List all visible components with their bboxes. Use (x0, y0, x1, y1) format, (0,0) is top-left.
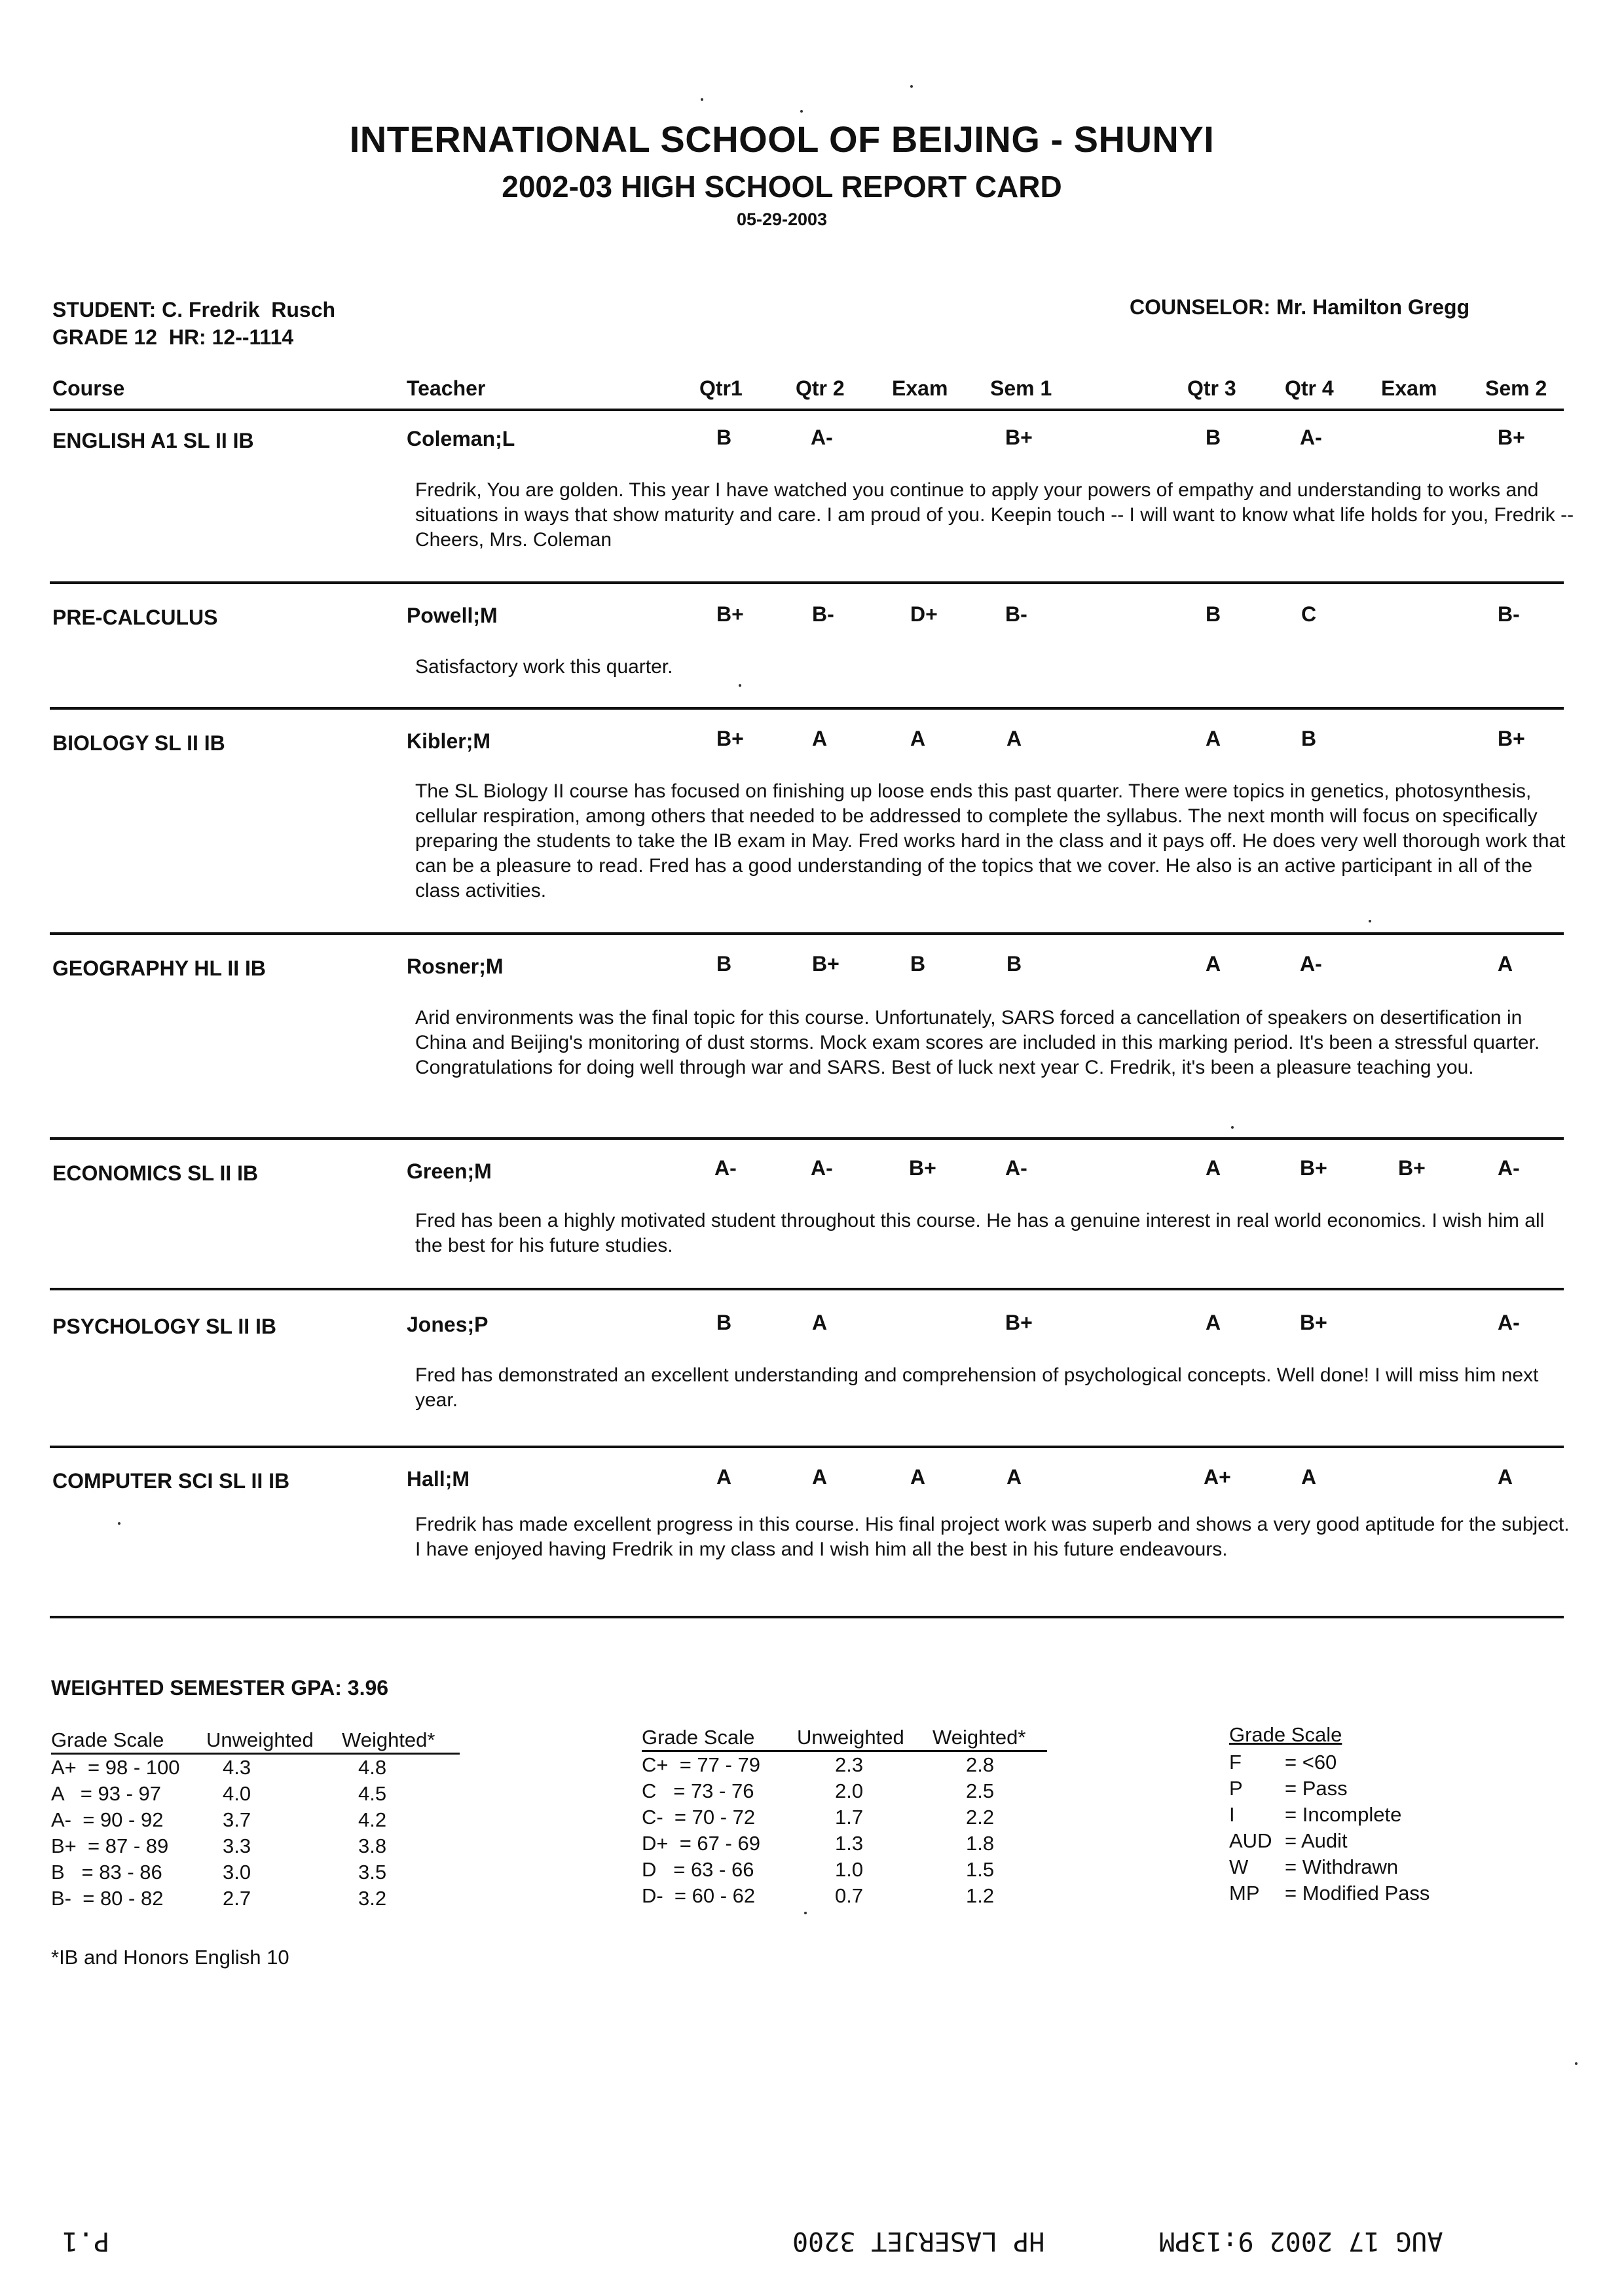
course-name: PRE-CALCULUS (52, 606, 218, 629)
grade-qtr2: B+ (812, 952, 840, 975)
scale-header-unweighted: Unweighted (206, 1728, 314, 1751)
scan-speck (701, 98, 703, 101)
grade-qtr2: B- (812, 602, 834, 626)
scale-row (642, 1883, 994, 1909)
grade-qtr1: B+ (716, 727, 744, 750)
student-label: STUDENT: (52, 298, 157, 321)
section-rule (50, 1288, 1564, 1290)
grade-sem1: B+ (1005, 1311, 1033, 1334)
grade-homeroom: GRADE 12 HR: 12--1114 (52, 325, 294, 349)
grade-sem2: A (1498, 952, 1513, 975)
scale-range: D+ = 67 - 69 (642, 1832, 760, 1855)
grade-qtr4: B (1301, 727, 1317, 750)
grade-qtr1: A- (714, 1156, 737, 1180)
grade-qtr2: A (812, 1465, 828, 1489)
grade-qtr1: B (716, 1311, 732, 1334)
col-header-sem1: Sem 1 (990, 376, 1052, 400)
scale-header-grade: Grade Scale (51, 1728, 164, 1751)
grade-sem2: B+ (1498, 727, 1525, 750)
grade-sem1: A- (1005, 1156, 1027, 1180)
course-name: BIOLOGY SL II IB (52, 731, 225, 755)
scale-row (51, 1886, 386, 1912)
scale-weighted: 3.8 (358, 1834, 387, 1857)
scale-range: C- = 70 - 72 (642, 1806, 756, 1829)
scan-speck (118, 1522, 120, 1525)
teacher-comment: Fred has been a highly motivated student throughout this course. He has a genuine interest in real world economics. I wish him all the best for his future studies. (415, 1210, 1545, 1256)
grade-exam1: B+ (909, 1156, 936, 1180)
grade-exam1: D+ (910, 602, 938, 626)
scale-row (1229, 1854, 1430, 1880)
student-info (52, 298, 335, 322)
teacher-comment: Satisfactory work this quarter. (415, 656, 673, 678)
scale-weighted: 2.2 (966, 1806, 995, 1829)
grade-qtr3: A+ (1204, 1465, 1231, 1489)
grade-qtr1: B (716, 952, 732, 975)
grade-qtr3: A (1206, 1156, 1221, 1180)
gpa-label: WEIGHTED SEMESTER GPA: (51, 1676, 342, 1700)
scale-range: B = 83 - 86 (51, 1861, 162, 1884)
section-rule (50, 707, 1564, 710)
grade-sem2: A- (1498, 1156, 1520, 1180)
scale-code: AUD (1229, 1829, 1272, 1852)
scale-middle-header (642, 1726, 1047, 1752)
grade-qtr1: B (716, 426, 732, 449)
scan-speck (739, 684, 741, 687)
teacher-comment: Fredrik has made excellent progress in this course. His final project work was superb and shows a very good aptitude for the subject. I have enjoyed having Fredrik in my class and I wish him all the best in his future endeavours. (415, 1514, 1570, 1560)
teacher-name: Rosner;M (407, 955, 504, 978)
col-header-qtr3: Qtr 3 (1187, 376, 1236, 400)
report-card-title: 2002-03 HIGH SCHOOL REPORT CARD (502, 170, 1062, 204)
grade-sem1: B- (1005, 602, 1027, 626)
scale-range: B- = 80 - 82 (51, 1887, 164, 1910)
scan-speck (800, 110, 803, 113)
scale-row (642, 1831, 994, 1857)
scan-speck (910, 85, 913, 88)
scale-unweighted: 0.7 (835, 1884, 864, 1907)
course-name: ECONOMICS SL II IB (52, 1161, 259, 1185)
teacher-name: Jones;P (407, 1313, 489, 1336)
scale-range: D- = 60 - 62 (642, 1884, 756, 1907)
gpa-value: 3.96 (347, 1676, 389, 1700)
scale-meaning: = Modified Pass (1285, 1882, 1430, 1904)
scale-weighted: 3.2 (358, 1887, 387, 1910)
counselor-info (1130, 295, 1469, 319)
grade-qtr4: A (1301, 1465, 1317, 1489)
report-date: 05-29-2003 (736, 210, 828, 229)
section-rule (50, 932, 1564, 935)
course-name: ENGLISH A1 SL II IB (52, 429, 254, 452)
teacher-name: Powell;M (407, 604, 498, 627)
grade-qtr1: B+ (716, 602, 744, 626)
counselor-name: Mr. Hamilton Gregg (1276, 295, 1470, 319)
grade-exam2: B+ (1398, 1156, 1426, 1180)
scale-row (1229, 1776, 1430, 1802)
course-name: COMPUTER SCI SL II IB (52, 1469, 290, 1493)
grade-qtr3: B (1206, 602, 1221, 626)
weighted-gpa (51, 1676, 388, 1700)
teacher-name: Coleman;L (407, 427, 515, 450)
fax-page-number: P.1 (62, 2226, 110, 2256)
scale-meaning: = Audit (1285, 1829, 1348, 1852)
section-rule (50, 1446, 1564, 1448)
grade-qtr2: A- (811, 1156, 833, 1180)
scale-code: I (1229, 1803, 1235, 1826)
scale-weighted: 4.5 (358, 1782, 387, 1805)
grade-exam1: A (910, 1465, 926, 1489)
grade-sem2: A (1498, 1465, 1513, 1489)
grade-qtr2: A- (811, 426, 833, 449)
scale-weighted: 3.5 (358, 1861, 387, 1884)
course-name: PSYCHOLOGY SL II IB (52, 1315, 276, 1338)
school-name: INTERNATIONAL SCHOOL OF BEIJING - SHUNYI (349, 118, 1215, 160)
scale-range: A+ = 98 - 100 (51, 1756, 180, 1779)
scale-unweighted: 2.7 (223, 1887, 251, 1910)
scale-range: C+ = 77 - 79 (642, 1753, 760, 1776)
grade-sem1: B (1006, 952, 1022, 975)
student-name: C. Fredrik Rusch (162, 298, 336, 321)
teacher-comment: The SL Biology II course has focused on finishing up loose ends this past quarter. There were topics in genetics, photosynthesis, cellular respiration, among others that needed to be addressed to complete the syllabus. The next month will focus on specifically preparing the students to take the IB exam in May. Fred works hard in the class and it pays off. He does very well thorough work that can be a pleasure to read. Fred has a good understanding of the topics that we cover. He also is an active participant in all of the class activities. (415, 780, 1566, 902)
scale-unweighted: 2.3 (835, 1753, 864, 1776)
scale-unweighted: 4.0 (223, 1782, 251, 1805)
grade-sem2: B- (1498, 602, 1520, 626)
scale-header-grade: Grade Scale (642, 1726, 755, 1749)
counselor-label: COUNSELOR: (1130, 295, 1271, 319)
scale-row (642, 1778, 994, 1804)
scale-weighted: 1.8 (966, 1832, 995, 1855)
section-rule (50, 1137, 1564, 1140)
grade-qtr2: A (812, 1311, 828, 1334)
section-rule (50, 1616, 1564, 1618)
col-header-qtr4: Qtr 4 (1285, 376, 1334, 400)
scale-right-table (1229, 1749, 1430, 1906)
grade-qtr2: A (812, 727, 828, 750)
scale-code: P (1229, 1777, 1243, 1800)
fax-device: HP LASERJET 3200 (792, 2226, 1045, 2256)
grade-exam1: A (910, 727, 926, 750)
scale-right-header: Grade Scale (1229, 1723, 1342, 1746)
scale-row (51, 1755, 386, 1781)
grade-sem1: A (1006, 727, 1022, 750)
scale-weighted: 1.2 (966, 1884, 995, 1907)
scale-range: D = 63 - 66 (642, 1858, 754, 1881)
scan-speck (1575, 2062, 1578, 2065)
teacher-name: Green;M (407, 1159, 492, 1183)
scale-code: F (1229, 1751, 1242, 1774)
scale-unweighted: 3.7 (223, 1808, 251, 1831)
scale-unweighted: 3.3 (223, 1834, 251, 1857)
scale-weighted: 4.2 (358, 1808, 387, 1831)
scale-row (1229, 1828, 1430, 1854)
scale-row (51, 1859, 386, 1886)
col-header-sem2: Sem 2 (1485, 376, 1547, 400)
scale-weighted: 2.5 (966, 1779, 995, 1802)
grade-sem2: A- (1498, 1311, 1520, 1334)
grade-qtr4: C (1301, 602, 1317, 626)
teacher-name: Kibler;M (407, 729, 490, 753)
scale-row (1229, 1802, 1430, 1828)
scale-unweighted: 2.0 (835, 1779, 864, 1802)
grade-sem1: A (1006, 1465, 1022, 1489)
col-header-teacher: Teacher (407, 376, 486, 400)
header-rule (50, 409, 1564, 411)
scale-range: A- = 90 - 92 (51, 1808, 164, 1831)
grade-qtr3: A (1206, 952, 1221, 975)
scale-left-table (51, 1755, 386, 1912)
scan-speck (1231, 1126, 1234, 1129)
scale-row (51, 1833, 386, 1859)
grade-exam1: B (910, 952, 926, 975)
scale-row (51, 1807, 386, 1833)
grade-qtr3: A (1206, 1311, 1221, 1334)
scale-row (642, 1752, 994, 1778)
scale-code: MP (1229, 1882, 1260, 1904)
grade-qtr4: B+ (1300, 1156, 1327, 1180)
teacher-name: Hall;M (407, 1467, 470, 1491)
scan-speck (804, 1912, 807, 1914)
scale-unweighted: 1.0 (835, 1858, 864, 1881)
scale-unweighted: 4.3 (223, 1756, 251, 1779)
scale-header-weighted: Weighted* (342, 1728, 435, 1751)
scale-meaning: = Incomplete (1285, 1803, 1402, 1826)
col-header-exam2: Exam (1381, 376, 1437, 400)
col-header-exam1: Exam (892, 376, 948, 400)
col-header-course: Course (52, 376, 125, 400)
course-name: GEOGRAPHY HL II IB (52, 957, 266, 980)
teacher-comment: Fredrik, You are golden. This year I have watched you continue to apply your powers of empathy and understanding to works and situations in ways that show maturity and care. I am proud of you. Keepin touch -- I will want to know what life holds for you, Fredrik -- Cheers, Mrs. Coleman (415, 479, 1574, 551)
scale-range: B+ = 87 - 89 (51, 1834, 169, 1857)
grade-qtr4: A- (1300, 952, 1322, 975)
fax-timestamp: AUG 17 2002 9:13PM (1159, 2226, 1443, 2256)
scale-weighted: 1.5 (966, 1858, 995, 1881)
scale-left-header (51, 1728, 460, 1755)
scale-meaning: = Pass (1285, 1777, 1348, 1800)
scale-unweighted: 1.7 (835, 1806, 864, 1829)
section-rule (50, 581, 1564, 584)
scale-row (51, 1781, 386, 1807)
scale-meaning: = Withdrawn (1285, 1855, 1399, 1878)
scan-speck (1369, 920, 1371, 922)
grade-sem1: B+ (1005, 426, 1033, 449)
grade-sem2: B+ (1498, 426, 1525, 449)
teacher-comment: Fred has demonstrated an excellent understanding and comprehension of psychological concepts. Well done! I will miss him next year. (415, 1364, 1539, 1411)
scale-header-unweighted: Unweighted (797, 1726, 904, 1749)
scale-row (1229, 1749, 1430, 1776)
scale-row (1229, 1880, 1430, 1906)
scale-unweighted: 3.0 (223, 1861, 251, 1884)
scale-unweighted: 1.3 (835, 1832, 864, 1855)
teacher-comment: Arid environments was the final topic for this course. Unfortunately, SARS forced a cancellation of speakers on desertification in China and Beijing's monitoring of dust storms. Mock exam scores are included in this marking period. It's been a stressful quarter. Congratulations for doing well through war and SARS. Best of luck next year C. Fredrik, it's been a pleasure teaching you. (415, 1007, 1540, 1078)
scale-weighted: 2.8 (966, 1753, 995, 1776)
grade-qtr1: A (716, 1465, 732, 1489)
col-header-qtr1: Qtr1 (699, 376, 743, 400)
grade-qtr3: B (1206, 426, 1221, 449)
scale-row (642, 1857, 994, 1883)
grade-qtr4: B+ (1300, 1311, 1327, 1334)
scale-weighted: 4.8 (358, 1756, 387, 1779)
scale-range: C = 73 - 76 (642, 1779, 754, 1802)
weighted-footnote: *IB and Honors English 10 (51, 1946, 289, 1969)
scale-header-weighted: Weighted* (932, 1726, 1026, 1749)
scale-range: A = 93 - 97 (51, 1782, 162, 1805)
col-header-qtr2: Qtr 2 (796, 376, 845, 400)
scale-meaning: = <60 (1285, 1751, 1337, 1774)
grade-qtr4: A- (1300, 426, 1322, 449)
scale-code: W (1229, 1855, 1249, 1878)
scale-middle-table (642, 1752, 994, 1909)
grade-qtr3: A (1206, 727, 1221, 750)
scale-row (642, 1804, 994, 1831)
